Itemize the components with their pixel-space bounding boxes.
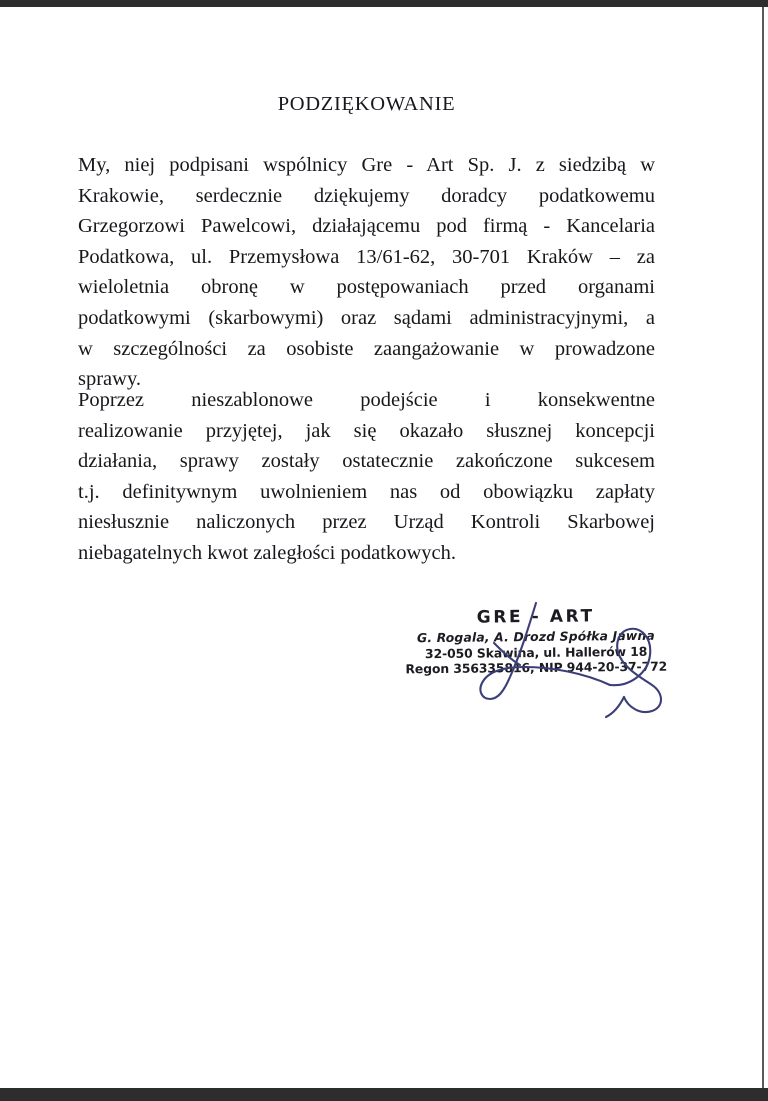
paragraph-line: Krakowie, serdecznie dziękujemy doradcy podatkowemu: [78, 184, 655, 207]
company-stamp: [404, 606, 669, 677]
paragraph-line: w szczególności za osobiste zaangażowanie w prowadzone: [78, 337, 655, 360]
stamp-company-name: GRE - ART: [476, 606, 595, 628]
scan-edge-right: [762, 7, 764, 1088]
document-title: PODZIĘKOWANIE: [277, 93, 456, 115]
scan-edge-bottom: [0, 1088, 768, 1101]
signature-block: [404, 607, 694, 722]
paragraph-line: wieloletnia obronę w postępowaniach przed organami: [78, 276, 655, 299]
document-body: [0, 7, 760, 1088]
letter-paragraph-2: [78, 385, 655, 569]
stamp-partners: G. Rogala, A. Drozd Spółka Jawna: [416, 627, 655, 646]
paragraph-line: My, niej podpisani wspólnicy Gre - Art Sp. J. z siedzibą w: [78, 154, 655, 176]
paragraph-line: Podatkowa, ul. Przemysłowa 13/61-62, 30-701 Kraków – za: [78, 245, 655, 268]
paragraph-line: Poprzez nieszablonowe podejście i konsekwentne: [78, 389, 655, 411]
paragraph-line: realizowanie przyjętej, jak się okazało słusznej koncepcji: [78, 419, 655, 442]
stamp-identifiers: Regon 356335816, NIP 944-20-37-772: [405, 658, 668, 677]
paragraph-line: Grzegorzowi Pawelcowi, działającemu pod firmą - Kancelaria: [78, 215, 655, 238]
paragraph-line: niesłusznie naliczonych przez Urząd Kontroli Skarbowej: [78, 511, 655, 534]
paragraph-line: t.j. definitywnym uwolnieniem nas od obowiązku zapłaty: [78, 480, 655, 503]
scan-edge-top: [0, 0, 768, 7]
stamp-address: 32-050 Skawina, ul. Hallerów 18: [424, 643, 648, 661]
paragraph-line: sprawy.: [78, 368, 142, 391]
letter-paragraph-1: [78, 150, 655, 395]
paragraph-line: działania, sprawy zostały ostatecznie zakończone sukcesem: [78, 450, 655, 473]
paragraph-line: niebagatelnych kwot zaległości podatkowych.: [78, 541, 456, 564]
paragraph-line: podatkowymi (skarbowymi) oraz sądami administracyjnymi, a: [78, 306, 655, 329]
